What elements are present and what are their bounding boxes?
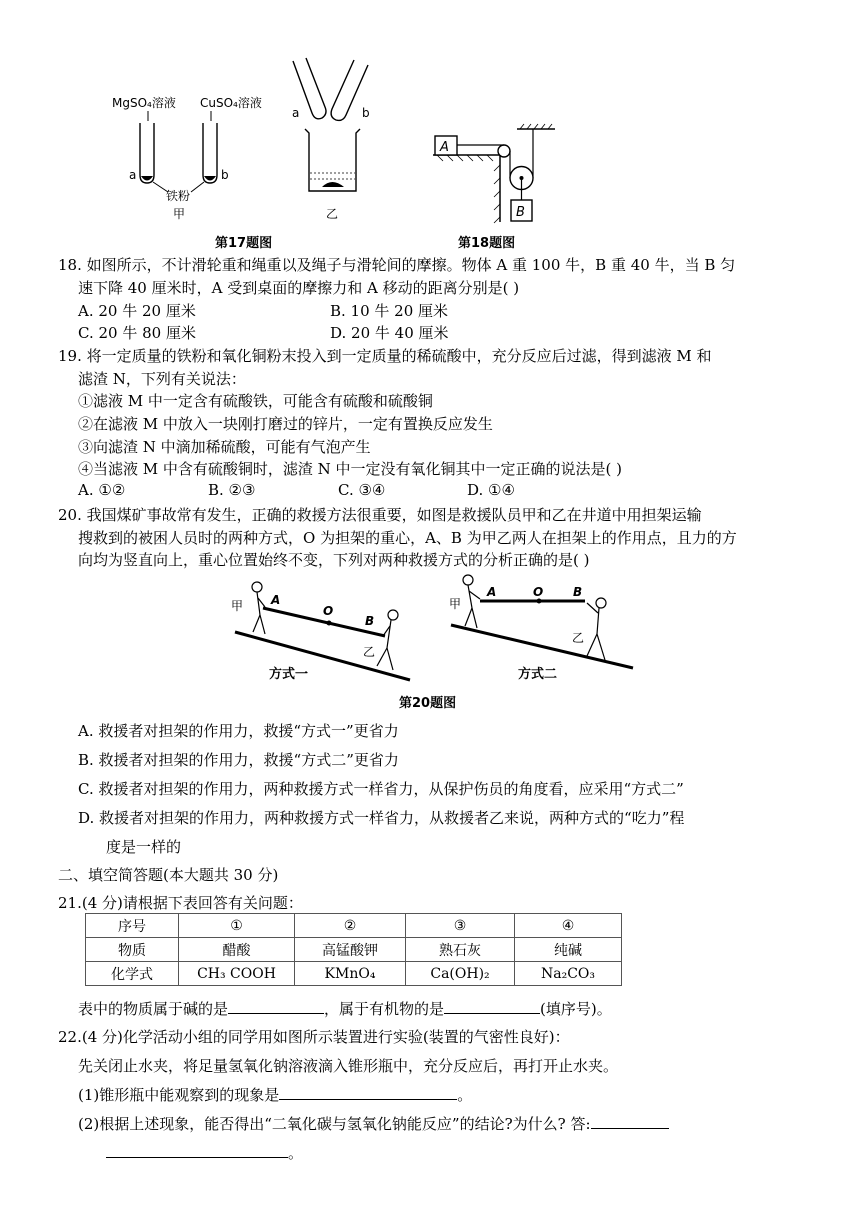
fig20-jia-2: 甲 bbox=[449, 597, 462, 611]
fig17-cuso4-label: CuSO₄溶液 bbox=[200, 96, 262, 110]
q20-option-a: A. 救援者对担架的作用力，救援“方式一”更省力 bbox=[78, 722, 399, 740]
table-cell: ③ bbox=[406, 914, 515, 938]
table-cell: KMnO₄ bbox=[295, 962, 406, 986]
table-cell: 物质 bbox=[86, 938, 179, 962]
q19-statement-1: ①滤液 M 中一定含有硫酸铁，可能含有硫酸和硫酸铜 bbox=[78, 392, 433, 410]
q19-stem-2: 滤渣 N，下列有关说法： bbox=[78, 370, 246, 388]
table-cell: 纯碱 bbox=[515, 938, 622, 962]
table-cell: 高锰酸钾 bbox=[295, 938, 406, 962]
q21-base-blank[interactable] bbox=[228, 998, 324, 1014]
q22-stem-1: 22.(4 分)化学活动小组的同学用如图所示装置进行实验(装置的气密性良好)： bbox=[58, 1028, 570, 1046]
q18-option-b: B. 10 牛 20 厘米 bbox=[330, 302, 449, 320]
fig20-O-1: O bbox=[323, 604, 334, 618]
q18-stem-1: 18. 如图所示，不计滑轮重和绳重以及绳子与滑轮间的摩擦。物体 A 重 100 牛，B 重 40 牛，当 B 匀 bbox=[58, 256, 736, 274]
q19-statement-4: ④当滤液 M 中含有硫酸铜时，滤渣 N 中一定没有氧化铜其中一定正确的说法是( ) bbox=[78, 460, 623, 478]
fig20-jia-1: 甲 bbox=[231, 599, 244, 613]
q22-part-1-end: 。 bbox=[457, 1086, 473, 1104]
table-cell: Ca(OH)₂ bbox=[406, 962, 515, 986]
q20-stem-1: 20. 我国煤矿事故常有发生，正确的救援方法很重要，如图是救援队员甲和乙在井道中用担架运输 bbox=[58, 506, 702, 524]
table-cell: 醋酸 bbox=[179, 938, 295, 962]
q22-part-2-end: 。 bbox=[288, 1144, 304, 1162]
q19-stem-1: 19. 将一定质量的铁粉和氧化铜粉末投入到一定质量的稀硫酸中，充分反应后过滤，得到滤液 M 和 bbox=[58, 347, 712, 365]
q22-part-1-blank[interactable] bbox=[279, 1084, 457, 1100]
q20-option-d-2: 度是一样的 bbox=[106, 838, 182, 856]
q21-answer-line bbox=[78, 998, 612, 1019]
fig17-label-a: a bbox=[129, 168, 137, 182]
q19-option-c: C. ③④ bbox=[338, 481, 386, 499]
q19-option-b: B. ②③ bbox=[208, 481, 256, 499]
table-cell: 序号 bbox=[86, 914, 179, 938]
q20-stem-3: 向均为竖直向上，重心位置始终不变，下列对两种救援方式的分析正确的是( ) bbox=[78, 551, 590, 569]
q19-option-d: D. ①④ bbox=[467, 481, 515, 499]
q21-stem: 21.(4 分)请根据下表回答有关问题： bbox=[58, 894, 303, 912]
q22-part-1-text: (1)锥形瓶中能观察到的现象是 bbox=[78, 1086, 280, 1104]
q19-statement-3: ③向滤渣 N 中滴加稀硫酸，可能有气泡产生 bbox=[78, 438, 371, 456]
fig18-label-B: B bbox=[516, 205, 525, 220]
table-row bbox=[86, 914, 622, 938]
table-cell: 熟石灰 bbox=[406, 938, 515, 962]
fig17-tube-a: a bbox=[292, 106, 300, 120]
q20-option-b: B. 救援者对担架的作用力，救援“方式二”更省力 bbox=[78, 751, 399, 769]
q21-organic-blank[interactable] bbox=[444, 998, 540, 1014]
table-cell: ① bbox=[179, 914, 295, 938]
figure-17 bbox=[100, 55, 390, 230]
table-cell: CH₃ COOH bbox=[179, 962, 295, 986]
q22-part-1 bbox=[78, 1084, 472, 1105]
fig17-mgso4-label: MgSO₄溶液 bbox=[112, 96, 176, 110]
q22-stem-2: 先关闭止水夹，将足量氢氧化钠溶液滴入锥形瓶中，充分反应后，再打开止水夹。 bbox=[78, 1057, 619, 1075]
q18-option-c: C. 20 牛 80 厘米 bbox=[78, 324, 196, 342]
q20-stem-2: 搜救到的被困人员时的两种方式，O 为担架的重心，A、B 为甲乙两人在担架上的作用点，且力的方 bbox=[78, 529, 737, 547]
q21-answer-suffix: (填序号)。 bbox=[540, 1000, 612, 1018]
fig18-caption: 第18题图 bbox=[458, 236, 516, 251]
fig20-A-1: A bbox=[271, 593, 281, 607]
rescuer-yi-figure-2 bbox=[587, 598, 606, 660]
fig20-B-1: B bbox=[365, 614, 375, 628]
fig20-caption: 第20题图 bbox=[399, 696, 457, 711]
table-row bbox=[86, 962, 622, 986]
table-row bbox=[86, 938, 622, 962]
fig17-caption: 第17题图 bbox=[215, 236, 273, 251]
fig18-label-A: A bbox=[440, 140, 449, 155]
q19-statement-2: ②在滤液 M 中放入一块刚打磨过的锌片，一定有置换反应发生 bbox=[78, 415, 493, 433]
rescuer-jia-figure-2 bbox=[463, 575, 480, 628]
fig17-yi-label: 乙 bbox=[326, 207, 339, 221]
q19-option-a: A. ①② bbox=[78, 481, 126, 499]
fig20-O-2: O bbox=[533, 585, 544, 599]
fig17-label-b: b bbox=[221, 168, 229, 182]
q18-option-a: A. 20 牛 20 厘米 bbox=[78, 302, 196, 320]
rescuer-yi-figure-1 bbox=[377, 610, 398, 670]
table-cell: ④ bbox=[515, 914, 622, 938]
q22-part-2-text: (2)根据上述现象，能否得出“二氧化碳与氢氧化钠能反应”的结论?为什么? 答: bbox=[78, 1115, 591, 1133]
figure-18 bbox=[425, 120, 565, 230]
q22-part-2-cont bbox=[106, 1142, 303, 1163]
q18-stem-2: 速下降 40 厘米时，A 受到桌面的摩擦力和 A 移动的距离分别是( ) bbox=[78, 279, 520, 297]
q20-option-c: C. 救援者对担架的作用力，两种救援方式一样省力，从保护伤员的角度看，应采用“方式二” bbox=[78, 780, 684, 798]
q22-part-2-blank-b[interactable] bbox=[106, 1142, 288, 1158]
q20-option-d-1: D. 救援者对担架的作用力，两种救援方式一样省力，从救援者乙来说，两种方式的“吃力”程 bbox=[78, 809, 685, 827]
section-2-heading: 二、填空简答题(本大题共 30 分) bbox=[58, 866, 279, 884]
fig17-tube-b: b bbox=[362, 106, 370, 120]
fig20-yi-1: 乙 bbox=[363, 645, 376, 659]
fig20-mode-2: 方式二 bbox=[518, 667, 558, 682]
q18-option-d: D. 20 牛 40 厘米 bbox=[330, 324, 449, 342]
q21-answer-middle: ，属于有机物的是 bbox=[324, 1000, 445, 1018]
fig20-yi-2: 乙 bbox=[572, 631, 585, 645]
q22-part-2-blank-a[interactable] bbox=[591, 1113, 669, 1129]
table-cell: ② bbox=[295, 914, 406, 938]
fig20-B-2: B bbox=[573, 585, 583, 599]
q22-part-2 bbox=[78, 1113, 669, 1134]
fig20-A-2: A bbox=[487, 585, 497, 599]
fig17-iron-label: 铁粉 bbox=[166, 189, 191, 203]
table-cell: Na₂CO₃ bbox=[515, 962, 622, 986]
fig20-mode-1: 方式一 bbox=[269, 667, 309, 682]
fig17-jia-label: 甲 bbox=[173, 207, 186, 221]
q21-table bbox=[85, 913, 622, 986]
q21-answer-prefix: 表中的物质属于碱的是 bbox=[78, 1000, 229, 1018]
table-cell: 化学式 bbox=[86, 962, 179, 986]
